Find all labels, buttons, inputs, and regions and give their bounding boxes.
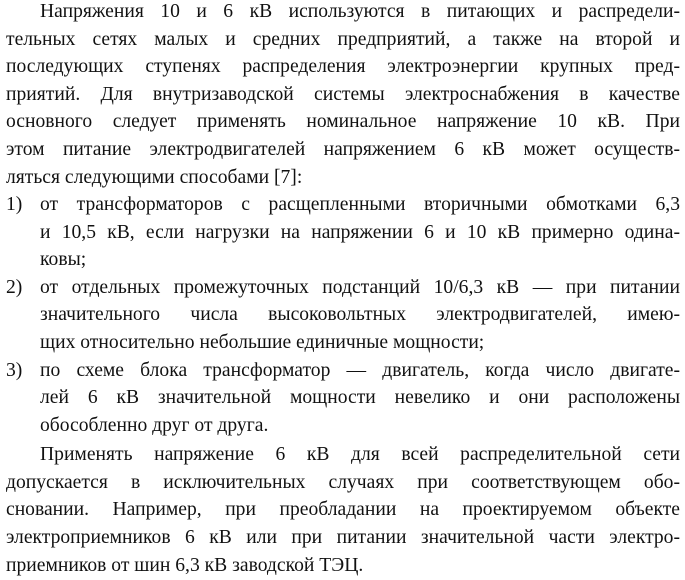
text-line: основного следует применять номинальное напряжение 10 кВ. При (6, 111, 680, 133)
text-line: приятий. Для внутризаводской системы электроснабжения в качестве (6, 83, 680, 105)
text-line: последующих ступенях распределения электроэнергии крупных пред- (6, 56, 680, 78)
text-line: приемников от шин 6,3 кВ заводской ТЭЦ. (6, 554, 364, 576)
text-line: ковы; (40, 249, 87, 271)
text-line: этом питание электродвигателей напряжением 6 кВ может осуществ- (6, 138, 680, 160)
text-line: лей 6 кВ значительной мощности невелико и они расположены (40, 387, 680, 409)
text-line: сновании. Например, при преобладании на проектируемом объекте (6, 499, 680, 521)
text-line: тельных сетях малых и средних предприятий, а также на второй и (6, 28, 680, 50)
text-line: по схеме блока трансформатор — двигатель, когда число двигате- (40, 359, 680, 381)
text-line: Применять напряжение 6 кВ для всей распределительной сети (40, 444, 680, 466)
text-line: щих относительно небольшие единичные мощности; (40, 332, 485, 354)
text-line: и 10,5 кВ, если нагрузки на напряжении 6 и 10 кВ примерно одина- (40, 221, 680, 243)
text-line: Напряжения 10 и 6 кВ используются в питающих и распредели- (40, 1, 680, 23)
text-line: обособленно друг от друга. (40, 414, 269, 436)
text-line: от трансформаторов с расщепленными вторичными обмотками 6,3 (40, 194, 680, 216)
list-number: 2) (6, 276, 23, 298)
text-line: от отдельных промежуточных подстанций 10/6,3 кВ — при питании (40, 276, 680, 298)
text-line: значительного числа высоковольтных электродвигателей, имею- (40, 304, 680, 326)
text-line: ляться следующими способами [7]: (6, 166, 303, 188)
list-number: 1) (6, 194, 23, 216)
list-number: 3) (6, 359, 23, 381)
text-line: электроприемников 6 кВ или при питании значительной части электро- (6, 527, 680, 549)
text-line: допускается в исключительных случаях при соответствующем обо- (6, 471, 680, 493)
